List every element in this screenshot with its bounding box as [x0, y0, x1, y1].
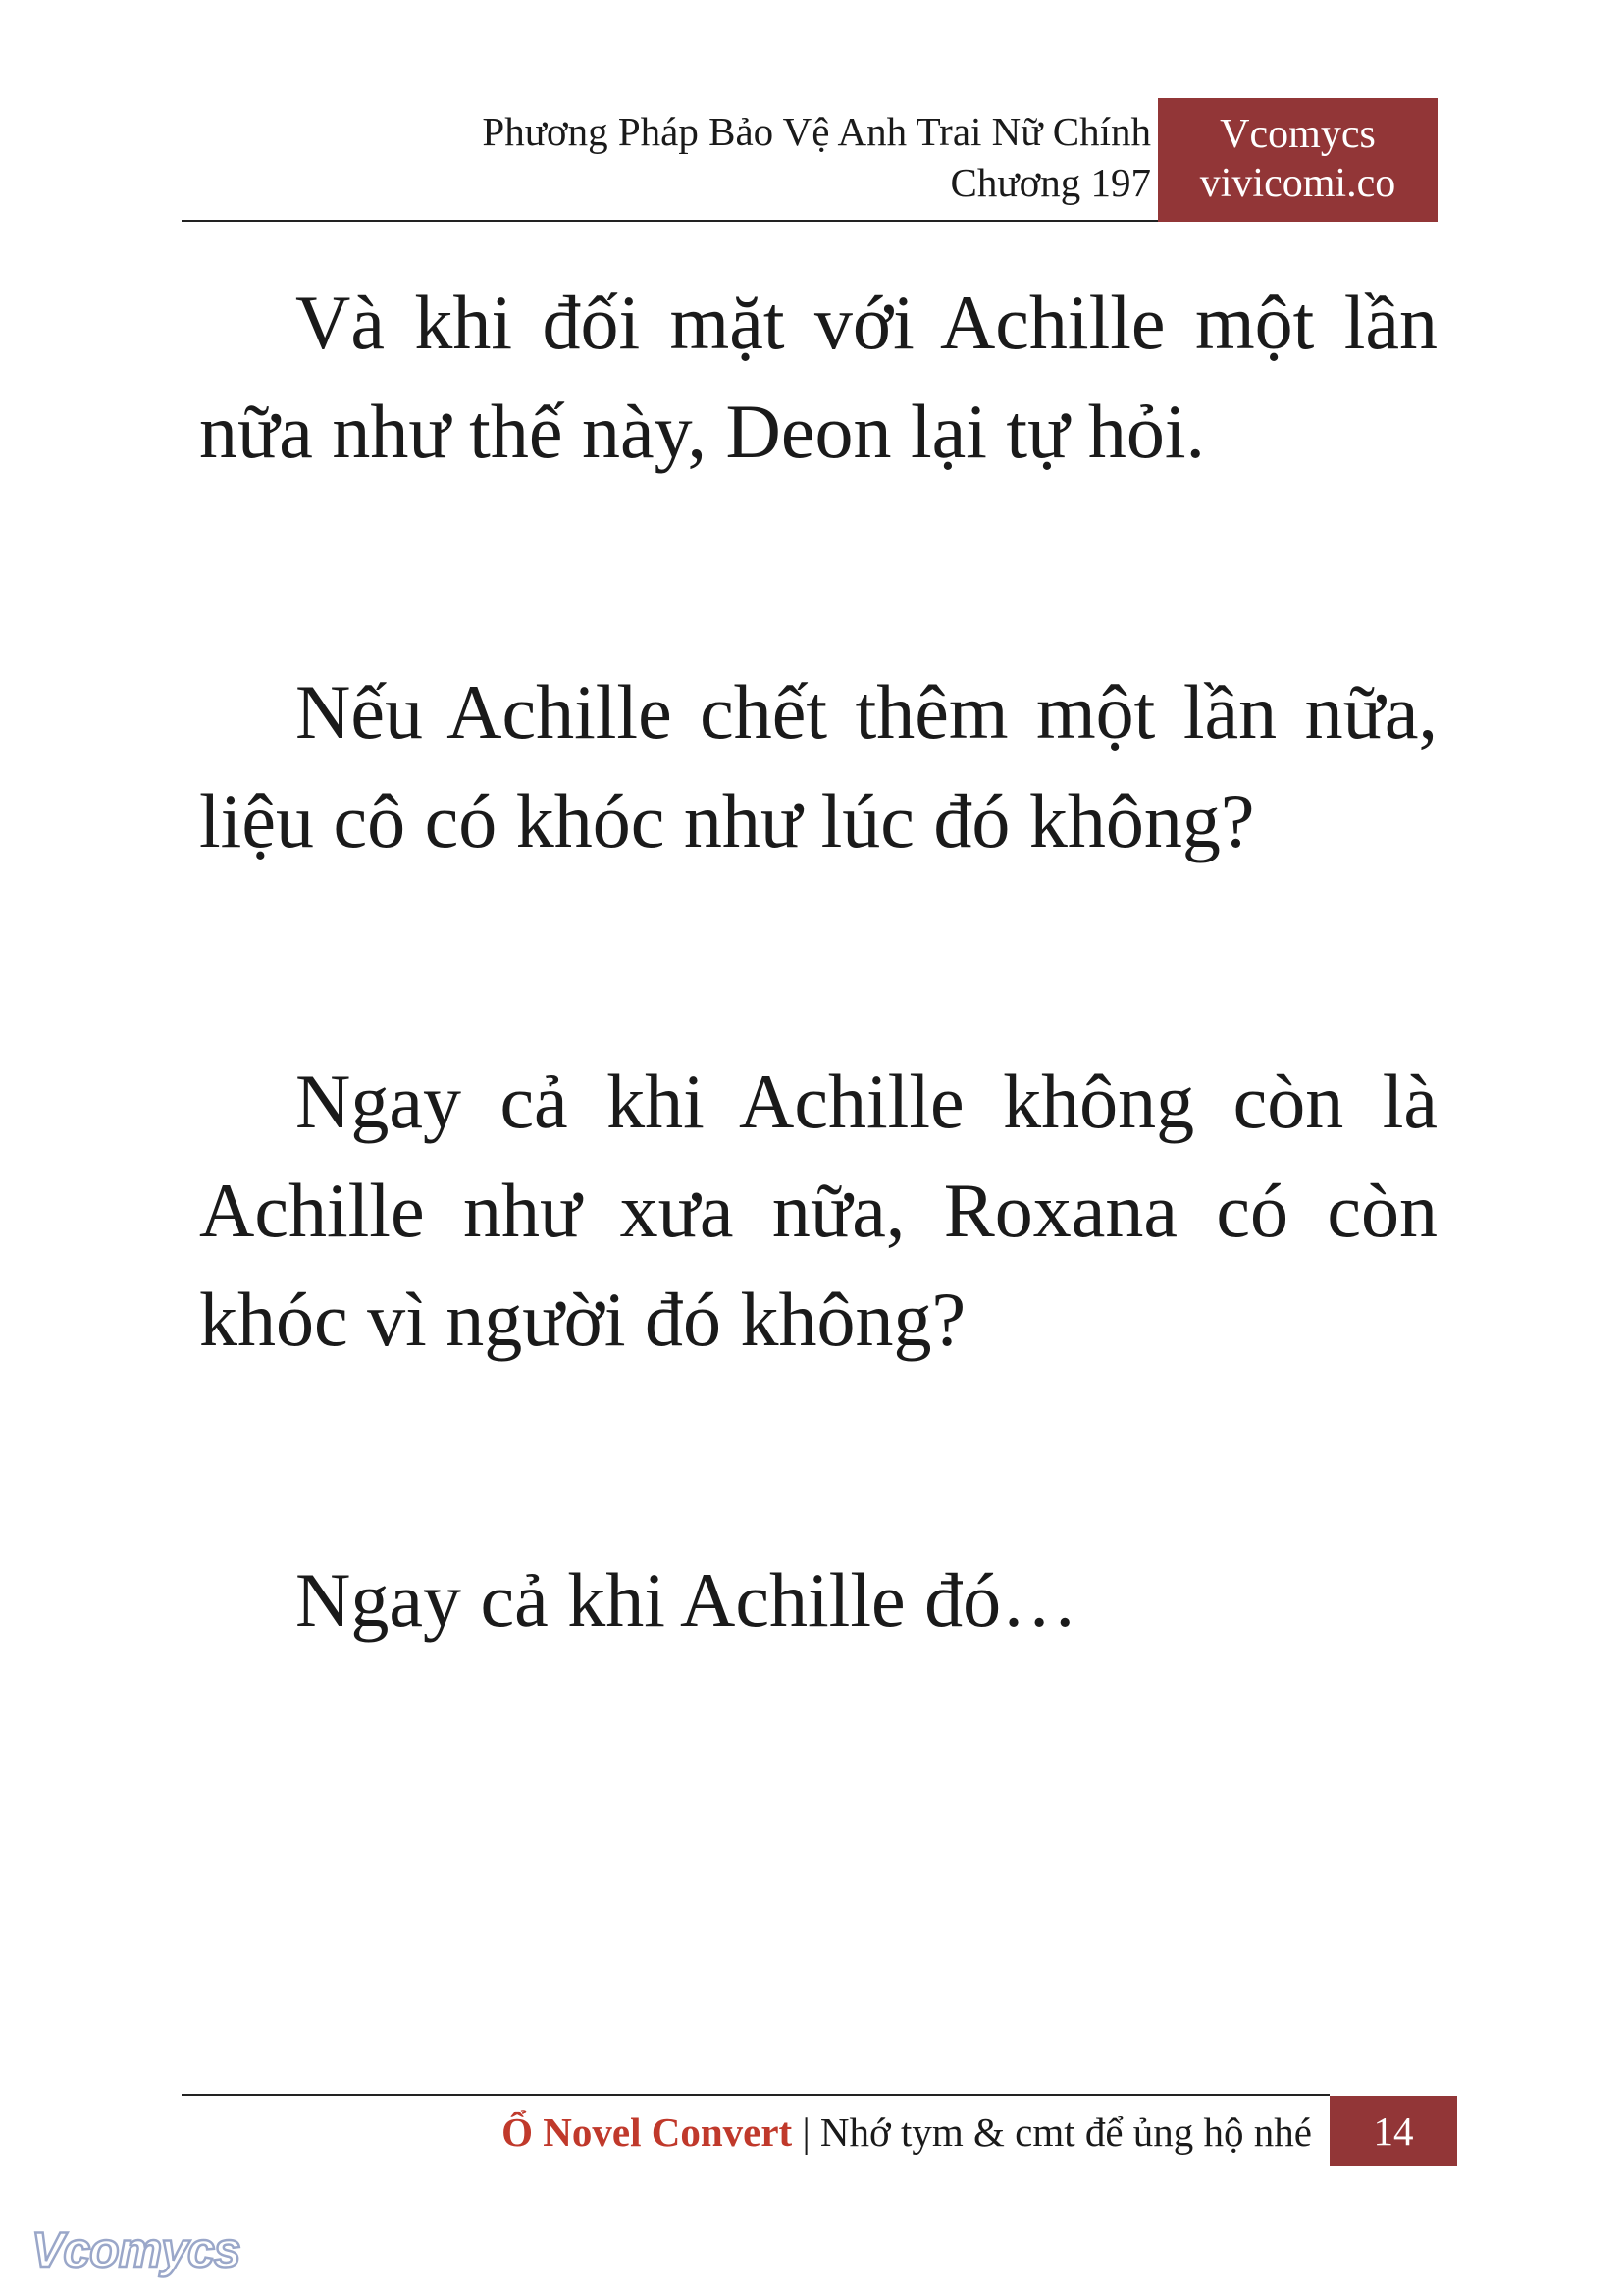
book-title: Phương Pháp Bảo Vệ Anh Trai Nữ Chính — [482, 109, 1151, 154]
paragraph: Ngay cả khi Achille đó… — [295, 1557, 1078, 1643]
watermark-text: Vcomycs — [31, 2222, 240, 2277]
footer-message: Nhớ tym & cmt để ủng hộ nhé — [819, 2110, 1312, 2155]
paragraph: Và khi đối mặt với Achille một lần nữa như thế này, Deon lại tự hỏi. — [199, 280, 1438, 474]
footer-divider — [182, 2094, 1330, 2096]
footer-brand: Ổ Novel Convert — [501, 2110, 793, 2155]
page-body — [199, 268, 1438, 1654]
footer-separator: | — [792, 2110, 820, 2155]
header-divider — [182, 220, 1158, 222]
footer-note — [501, 2105, 1312, 2160]
badge-site-name: Vcomycs — [1220, 112, 1376, 157]
chapter-label: Chương 197 — [950, 160, 1151, 205]
page-number: 14 — [1330, 2096, 1457, 2166]
vcomycs-logo-watermark — [27, 2219, 253, 2282]
running-header — [482, 106, 1151, 208]
paragraph: Nếu Achille chết thêm một lần nữa, liệu cô có khóc như lúc đó không? — [199, 669, 1438, 863]
paragraph: Ngay cả khi Achille không còn là Achille như xưa nữa, Roxana có còn khóc vì người đó không? — [199, 1059, 1438, 1362]
site-badge — [1158, 98, 1438, 222]
badge-site-url: vivicomi.co — [1199, 161, 1396, 206]
